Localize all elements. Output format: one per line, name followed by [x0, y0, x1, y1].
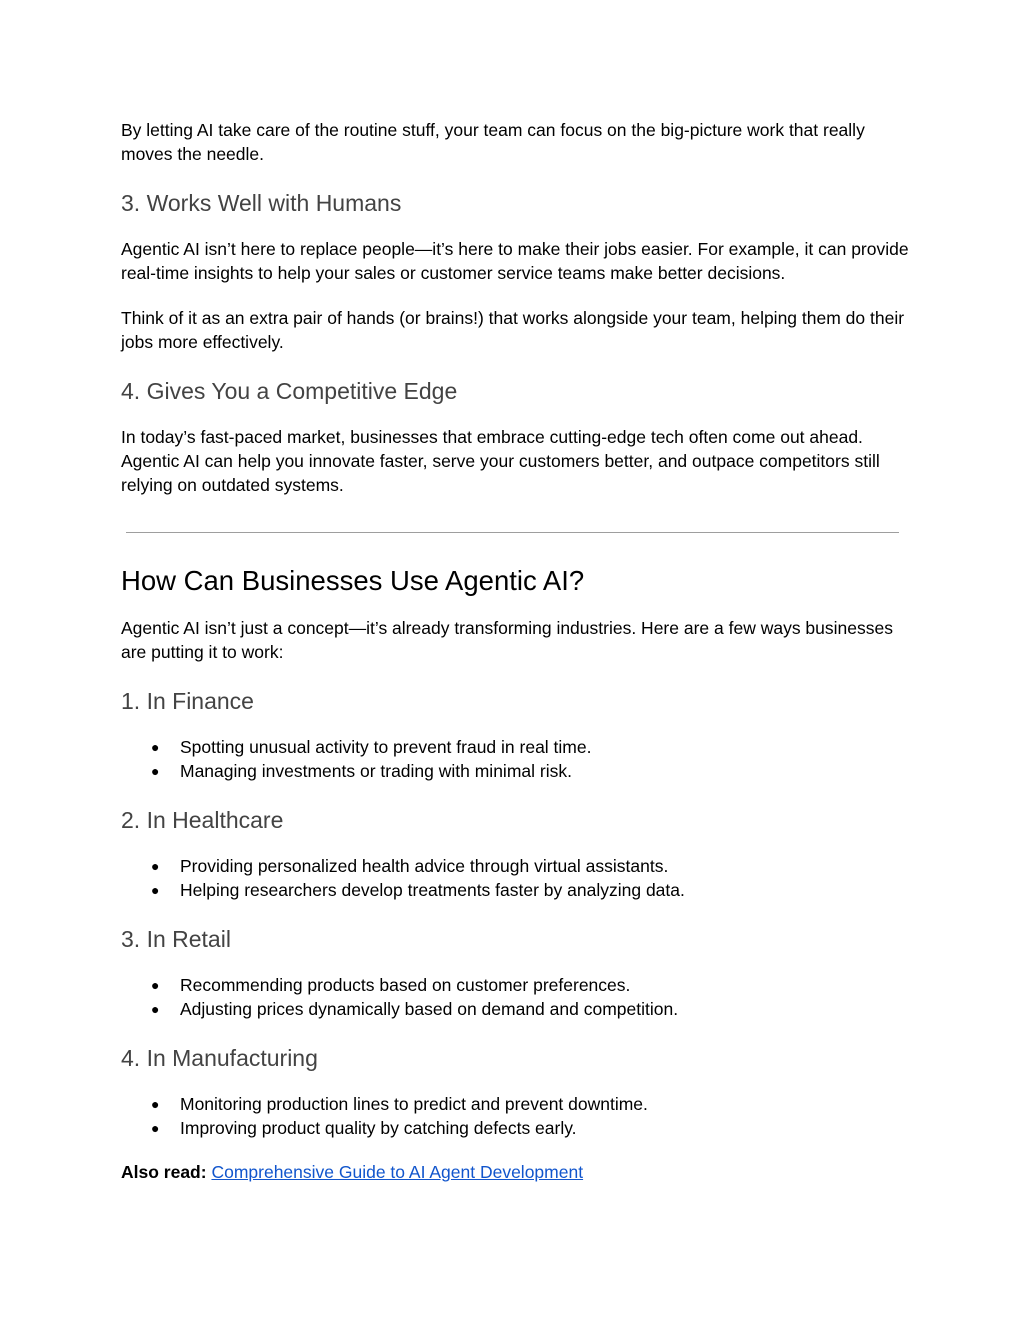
bullet-icon: ● — [151, 763, 160, 779]
document-page — [121, 118, 911, 1184]
also-read-label: Also read: — [121, 1162, 207, 1182]
list-item — [121, 1092, 911, 1116]
main-heading: How Can Businesses Use Agentic AI? — [121, 565, 585, 596]
paragraph-humans-2: Think of it as an extra pair of hands (or brains!) that works alongside your team, helping them do their jobs more effectively. — [121, 308, 905, 352]
intro-paragraph: By letting AI take care of the routine stuff, your team can focus on the big-picture work that really moves the needle. — [121, 120, 865, 164]
section-heading-works-well-with-humans: 3. Works Well with Humans — [121, 190, 402, 216]
paragraph-humans-1: Agentic AI isn’t here to replace people—it’s here to make their jobs easier. For example, it can provide real-time insights to help your sales or customer service teams make better decisions. — [121, 239, 909, 283]
industry-heading-retail: 3. In Retail — [121, 926, 231, 952]
list-item — [121, 854, 911, 878]
also-read-link[interactable]: Comprehensive Guide to AI Agent Development — [211, 1162, 584, 1182]
list-item — [121, 759, 911, 783]
list-item-text: Providing personalized health advice through virtual assistants. — [180, 856, 669, 876]
bullet-icon: ● — [151, 977, 160, 993]
list-item-text: Monitoring production lines to predict and prevent downtime. — [180, 1094, 648, 1114]
horizontal-divider — [126, 532, 899, 533]
finance-list — [121, 735, 911, 783]
list-item-text: Improving product quality by catching defects early. — [180, 1118, 577, 1138]
also-read-line — [121, 1160, 911, 1184]
retail-list — [121, 973, 911, 1021]
list-item — [121, 735, 911, 759]
manufacturing-list — [121, 1092, 911, 1140]
paragraph-competitive-edge: In today’s fast-paced market, businesses that embrace cutting-edge tech often come out ahead. Agentic AI can help you innovate faster, serve your customers better, and outpace competitors still relying on outdated systems. — [121, 427, 880, 495]
main-intro-paragraph: Agentic AI isn’t just a concept—it’s already transforming industries. Here are a few ways businesses are putting it to work: — [121, 618, 893, 662]
list-item-text: Managing investments or trading with minimal risk. — [180, 761, 572, 781]
list-item-text: Recommending products based on customer preferences. — [180, 975, 631, 995]
list-item-text: Helping researchers develop treatments faster by analyzing data. — [180, 880, 685, 900]
industry-heading-manufacturing: 4. In Manufacturing — [121, 1045, 318, 1071]
bullet-icon: ● — [151, 858, 160, 874]
list-item-text: Spotting unusual activity to prevent fraud in real time. — [180, 737, 592, 757]
list-item-text: Adjusting prices dynamically based on demand and competition. — [180, 999, 679, 1019]
bullet-icon: ● — [151, 1096, 160, 1112]
list-item — [121, 878, 911, 902]
section-heading-competitive-edge: 4. Gives You a Competitive Edge — [121, 378, 458, 404]
healthcare-list — [121, 854, 911, 902]
industry-heading-healthcare: 2. In Healthcare — [121, 807, 284, 833]
list-item — [121, 997, 911, 1021]
bullet-icon: ● — [151, 739, 160, 755]
list-item — [121, 1116, 911, 1140]
list-item — [121, 973, 911, 997]
bullet-icon: ● — [151, 882, 160, 898]
industry-heading-finance: 1. In Finance — [121, 688, 254, 714]
bullet-icon: ● — [151, 1120, 160, 1136]
bullet-icon: ● — [151, 1001, 160, 1017]
